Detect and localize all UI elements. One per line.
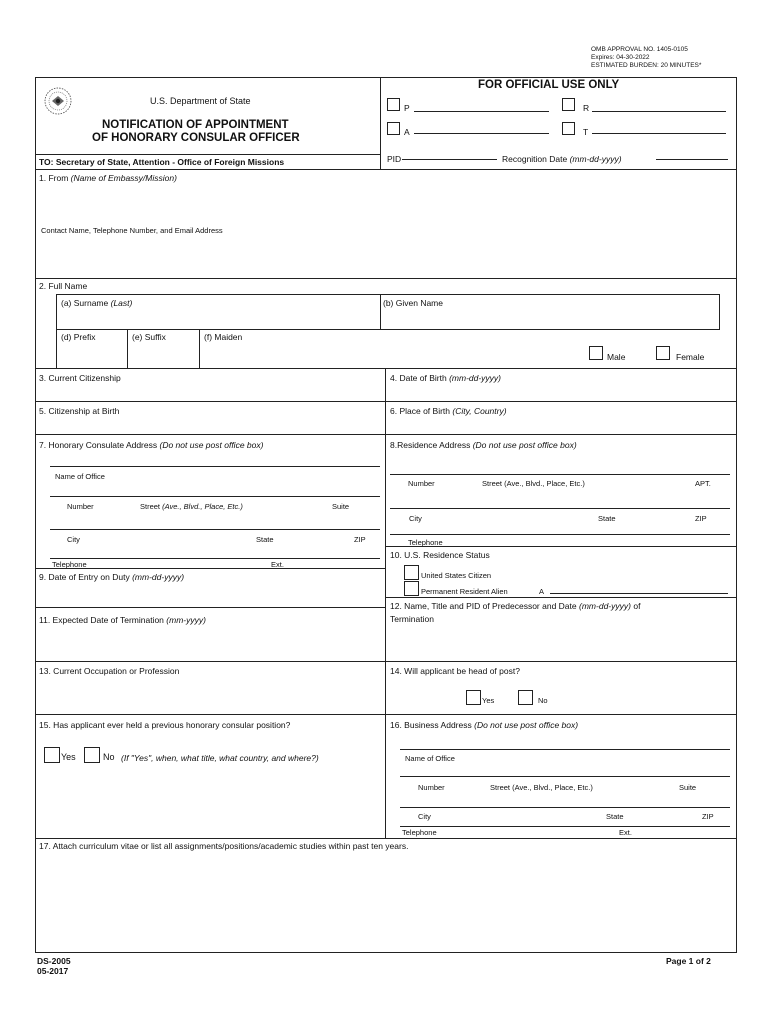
official-p-line[interactable] xyxy=(414,111,549,112)
sec16-street: Street (Ave., Blvd., Place, Etc.) xyxy=(490,783,593,792)
sec7-street-line[interactable] xyxy=(50,496,380,497)
official-a-label: A xyxy=(404,127,410,137)
sec2-suffix-right xyxy=(199,329,200,368)
official-r-checkbox[interactable] xyxy=(562,98,575,111)
maiden-label: (f) Maiden xyxy=(204,332,243,342)
sec8-zip: ZIP xyxy=(695,514,707,523)
sec13-label: 13. Current Occupation or Profession xyxy=(39,666,180,676)
sec17-label: 17. Attach curriculum vitae or list all assignments/positions/academic studies within past ten years. xyxy=(39,841,409,851)
previous-position-no-checkbox[interactable] xyxy=(84,747,100,763)
sec7-city-line[interactable] xyxy=(50,529,380,530)
sec7-ext: Ext. xyxy=(271,560,284,569)
surname-label: (a) Surname (Last) xyxy=(61,298,133,308)
sec14-label: 14. Will applicant be head of post? xyxy=(390,666,520,676)
pid-label: PID xyxy=(387,154,402,164)
female-checkbox[interactable] xyxy=(656,346,670,360)
head-of-post-no-checkbox[interactable] xyxy=(518,690,533,705)
page-number: Page 1 of 2 xyxy=(666,956,711,966)
sec16-ext: Ext. xyxy=(619,828,632,837)
form-title-line2: OF HONORARY CONSULAR OFFICER xyxy=(92,132,300,144)
form-frame xyxy=(35,77,737,953)
form-date: 05-2017 xyxy=(37,966,69,976)
suffix-label: (e) Suffix xyxy=(132,332,166,342)
sec7-city: City xyxy=(67,535,80,544)
sec8-street-line[interactable] xyxy=(390,474,730,475)
sec16-label: 16. Business Address (Do not use post office box) xyxy=(390,720,579,730)
head-of-post-yes-checkbox[interactable] xyxy=(466,690,481,705)
sec7-bottom-rule xyxy=(35,568,385,569)
previous-position-yes-label: Yes xyxy=(61,752,76,762)
official-use-title: FOR OFFICIAL USE ONLY xyxy=(478,79,620,91)
sec8-label: 8.Residence Address (Do not use post office box) xyxy=(390,440,577,450)
sec2-label: 2. Full Name xyxy=(39,281,88,291)
sec8-apt: APT. xyxy=(695,479,711,488)
department-name: U.S. Department of State xyxy=(150,96,251,106)
state-department-seal-icon xyxy=(43,86,73,116)
omb-approval: OMB APPROVAL NO. 1405-0105 xyxy=(591,46,688,53)
official-a-line[interactable] xyxy=(414,133,549,134)
sec16-zip: ZIP xyxy=(702,812,714,821)
sec7-street: Street (Ave., Blvd., Place, Etc.) xyxy=(140,502,243,511)
sec16-suite: Suite xyxy=(679,783,697,792)
sec10-label: 10. U.S. Residence Status xyxy=(390,550,490,560)
pid-line[interactable] xyxy=(402,159,497,160)
header-bottom-rule xyxy=(35,169,736,170)
sec4-label: 4. Date of Birth (mm-dd-yyyy) xyxy=(390,373,502,383)
official-p-label: P xyxy=(404,103,410,113)
us-citizen-checkbox[interactable] xyxy=(404,565,419,580)
sec16-phone-line[interactable] xyxy=(400,826,730,827)
sec11-label: 11. Expected Date of Termination (mm-yyyy) xyxy=(39,615,206,625)
sec16-city-line[interactable] xyxy=(400,807,730,808)
omb-block xyxy=(591,46,701,70)
sec16-telephone: Telephone xyxy=(402,828,437,837)
previous-position-no-label: No xyxy=(103,752,115,762)
sec7-name-of-office: Name of Office xyxy=(55,472,105,481)
header-divider xyxy=(380,77,381,170)
sec9-bottom-rule xyxy=(35,607,385,608)
sec7-phone-line[interactable] xyxy=(50,558,380,559)
permanent-resident-checkbox[interactable] xyxy=(404,581,419,596)
sec10-bottom-rule xyxy=(385,597,736,598)
sec5-label: 5. Citizenship at Birth xyxy=(39,406,120,416)
official-a-checkbox[interactable] xyxy=(387,122,400,135)
sec3-label: 3. Current Citizenship xyxy=(39,373,121,383)
head-of-post-yes-label: Yes xyxy=(482,696,495,705)
sec16-street-line[interactable] xyxy=(400,776,730,777)
sec16-number: Number xyxy=(418,783,445,792)
previous-position-yes-checkbox[interactable] xyxy=(44,747,60,763)
recognition-date-label: Recognition Date (mm-dd-yyyy) xyxy=(502,154,622,164)
form-number: DS-2005 xyxy=(37,956,71,966)
sec8-city: City xyxy=(409,514,422,523)
alien-number-label: A xyxy=(539,587,545,596)
sec16-office-line[interactable] xyxy=(400,749,730,750)
male-label: Male xyxy=(607,352,626,362)
sec2-divider xyxy=(380,294,381,329)
sec8-state: State xyxy=(598,514,616,523)
sec12-label: 12. Name, Title and PID of Predecessor and Date (mm-dd-yyyy) of xyxy=(390,601,641,611)
sec7-number: Number xyxy=(67,502,94,511)
sec1-contact-label: Contact Name, Telephone Number, and Email Address xyxy=(41,226,223,235)
sec9-label: 9. Date of Entry on Duty (mm-dd-yyyy) xyxy=(39,572,185,582)
omb-expires: Expires: 04-30-2022 xyxy=(591,54,650,61)
sec16-state: State xyxy=(606,812,624,821)
sec7-telephone: Telephone xyxy=(52,560,87,569)
sec7-state: State xyxy=(256,535,274,544)
sec8-city-line[interactable] xyxy=(390,508,730,509)
male-checkbox[interactable] xyxy=(589,346,603,360)
sec1-label: 1. From (Name of Embassy/Mission) xyxy=(39,173,177,183)
head-of-post-no-label: No xyxy=(538,696,548,705)
to-line: TO: Secretary of State, Attention - Office of Foreign Missions xyxy=(39,157,285,167)
alien-number-line[interactable] xyxy=(550,593,728,594)
sec8-street: Street (Ave., Blvd., Place, Etc.) xyxy=(482,479,585,488)
permanent-resident-label: Permanent Resident Alien xyxy=(421,587,508,596)
sec8-number: Number xyxy=(408,479,435,488)
row1516-rule xyxy=(35,838,736,839)
official-r-line[interactable] xyxy=(592,111,726,112)
female-label: Female xyxy=(676,352,705,362)
recognition-date-line[interactable] xyxy=(656,159,728,160)
row56-rule xyxy=(35,434,736,435)
sec7-office-line[interactable] xyxy=(50,466,380,467)
sec16-name-of-office: Name of Office xyxy=(405,754,455,763)
sec7-label: 7. Honorary Consulate Address (Do not use post office box) xyxy=(39,440,264,450)
sec7-suite: Suite xyxy=(332,502,350,511)
official-r-label: R xyxy=(583,103,590,113)
official-t-label: T xyxy=(583,127,589,137)
given-name-label: (b) Given Name xyxy=(383,298,443,308)
sec8-phone-line[interactable] xyxy=(390,534,730,535)
official-t-line[interactable] xyxy=(592,133,726,134)
sec2-row-rule xyxy=(56,329,719,330)
previous-position-hint: (If "Yes", when, what title, what country, and where?) xyxy=(121,753,319,763)
sec15-label: 15. Has applicant ever held a previous honorary consular position? xyxy=(39,720,291,730)
sec7-zip: ZIP xyxy=(354,535,366,544)
row1112-rule xyxy=(35,661,736,662)
omb-burden: ESTIMATED BURDEN: 20 MINUTES* xyxy=(591,62,702,69)
sec8-bottom-rule xyxy=(385,546,736,547)
center-divider xyxy=(385,368,386,838)
form-title-line1: NOTIFICATION OF APPOINTMENT xyxy=(102,119,289,131)
us-citizen-label: United States Citizen xyxy=(421,571,492,580)
sec6-label: 6. Place of Birth (City, Country) xyxy=(390,406,507,416)
row34-rule xyxy=(35,401,736,402)
sec8-telephone: Telephone xyxy=(408,538,443,547)
prefix-label: (d) Prefix xyxy=(61,332,96,342)
sec12-line2: Termination xyxy=(390,614,434,624)
sec2-prefix-right xyxy=(127,329,128,368)
official-p-checkbox[interactable] xyxy=(387,98,400,111)
row1314-rule xyxy=(35,714,736,715)
sec16-city: City xyxy=(418,812,431,821)
official-t-checkbox[interactable] xyxy=(562,122,575,135)
sec2-prefix-left xyxy=(56,329,57,368)
header-rule xyxy=(35,154,380,155)
sec1-bottom-rule xyxy=(35,278,736,279)
